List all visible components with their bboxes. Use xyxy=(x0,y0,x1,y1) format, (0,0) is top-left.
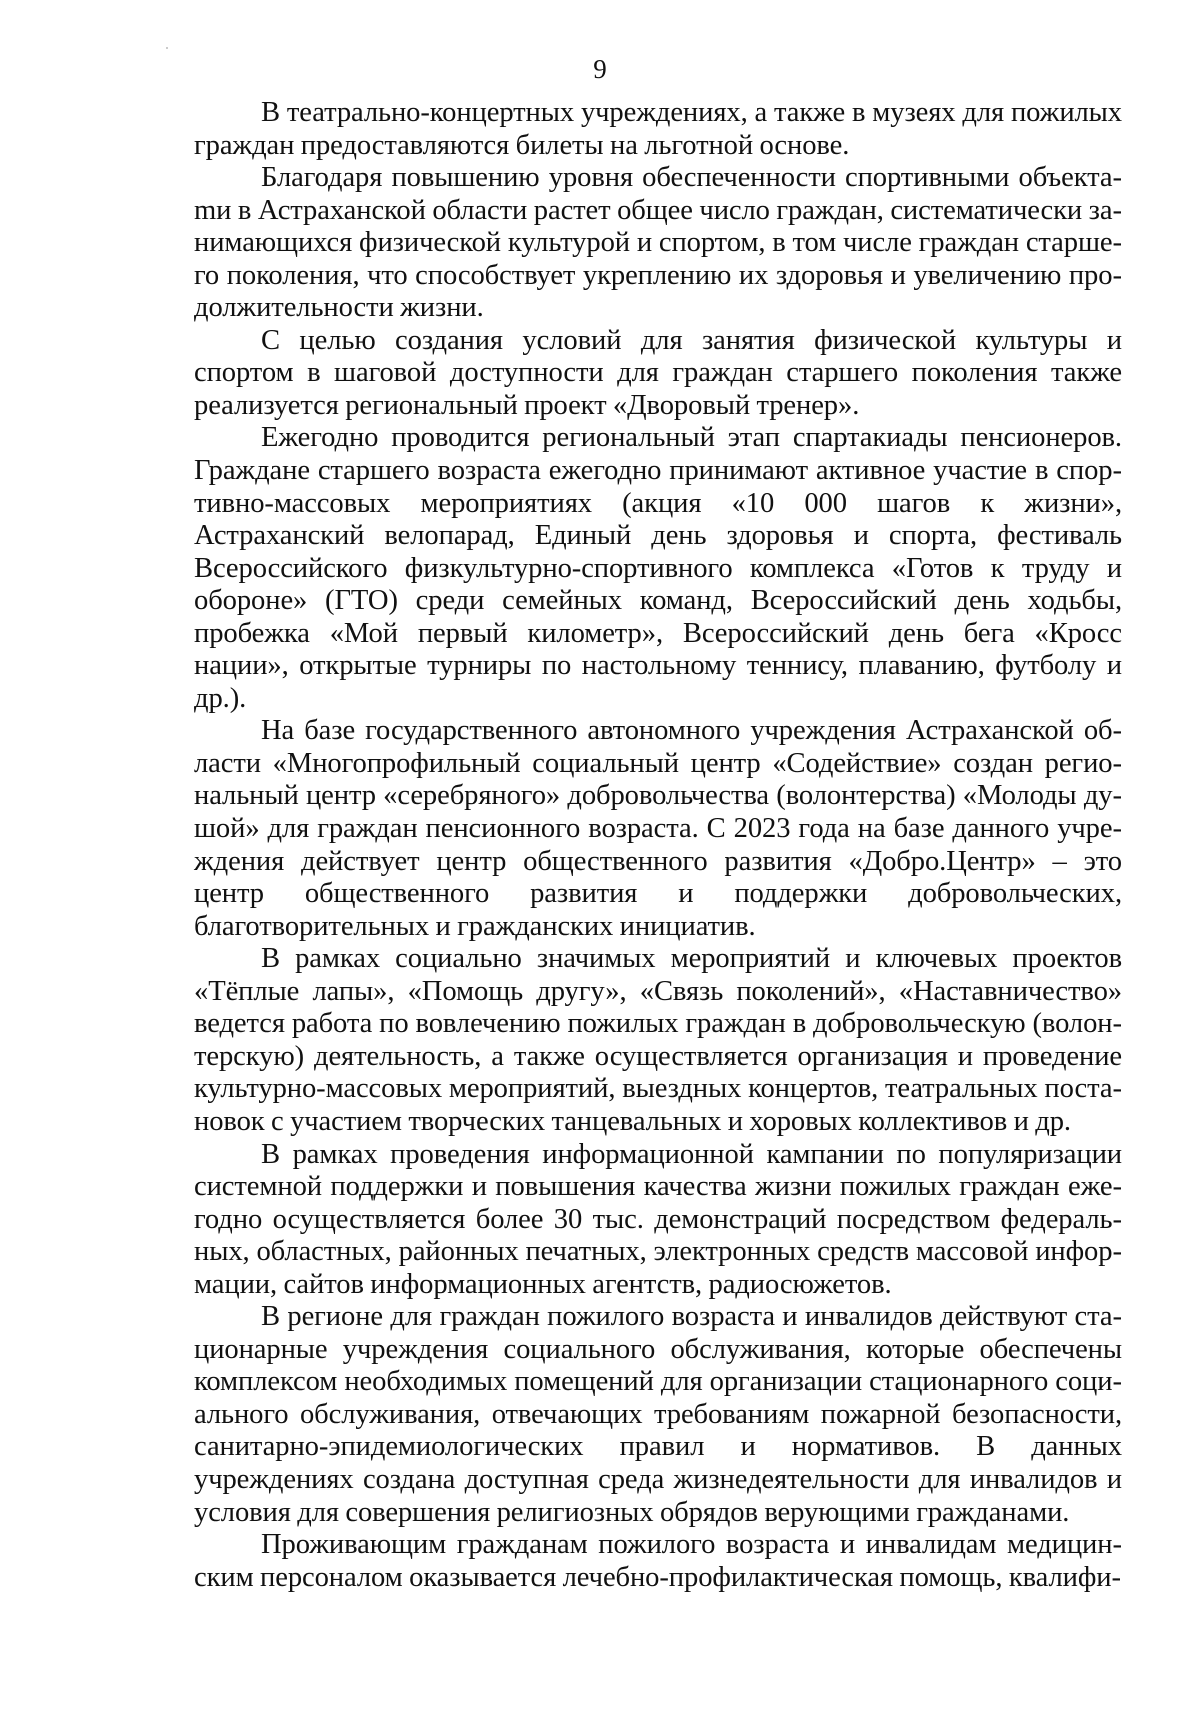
paragraph-social-projects: В рамках социально значимых мероприятий и ключевых проектов «Тёплые лапы», «Помощь другу», «Связь поколений», «Наставничество» ведется работа по вовлечению пожилых граждан в добровольческую (волонтерскую) деятельность, а также осуществляется организация и проведение культурно-массовых мероприятий, выездных концертов, театральных постановок с участием творческих танцевальных и хоровых коллективов и др. xyxy=(194,943,1122,1137)
paragraph-information-campaign: В рамках проведения информационной кампании по популяризации системной поддержки и повышения качества жизни пожилых граждан ежегодно осуществляется более 30 тыс. демонстраций посредством федеральных, областных, районных печатных, электронных средств массовой информации, сайтов информационных агентств, радиосюжетов. xyxy=(194,1138,1122,1300)
paragraph-inpatient-institutions: В регионе для граждан пожилого возраста и инвалидов действуют стационарные учреждения социального обслуживания, которые обеспечены комплексом необходимых помещений для организации стационарного социального обслуживания, отвечающих требованиям пожарной безопасности, санитарно-эпидемиологических правил и нормативов. В данных учреждениях создана доступная среда жизнедеятельности для инвалидов и условия для совершения религиозных обрядов верующими гражданами. xyxy=(194,1301,1122,1528)
paragraph-sports-facilities: Благодаря повышению уровня обеспеченности спортивными объектаmи в Астраханской области растет общее число граждан, систематически занимающихся физической культурой и спортом, в том числе граждан старшего поколения, что способствует укреплению их здоровья и увеличению продолжительности жизни. xyxy=(194,162,1122,324)
body-text xyxy=(194,97,1122,1594)
paragraph-yard-trainer: С целью создания условий для занятия физической культуры и спортом в шаговой доступности для граждан старшего поколения также реализуется региональный проект «Дворовый тренер». xyxy=(194,324,1122,421)
scan-speck xyxy=(166,47,168,49)
paragraph-spartakiad: Ежегодно проводится региональный этап спартакиады пенсионеров. Граждане старшего возраста ежегодно принимают активное участие в спортивно-массовых мероприятиях (акция «10 000 шагов к жизни», Астраханский велопарад, Единый день здоровья и спорта, фестиваль Всероссийского физкультурно-спортивного комплекса «Готов к труду и обороне» (ГТО) среди семейных команд, Всероссийский день ходьбы, пробежка «Мой первый километр», Всероссийский день бега «Кросс нации», открытые турниры по настольному теннису, плаванию, футболу и др.). xyxy=(194,422,1122,714)
paragraph-theatre-tickets: В театрально-концертных учреждениях, а также в музеях для пожилых граждан предоставляются билеты на льготной основе. xyxy=(194,97,1122,161)
paragraph-volunteer-center: На базе государственного автономного учреждения Астраханской области «Многопрофильный социальный центр «Содействие» создан региональный центр «серебряного» добровольчества (волонтерства) «Молоды душой» для граждан пенсионного возраста. С 2023 года на базе данного учреждения действует центр общественного развития «Добро.Центр» – это центр общественного развития и поддержки добровольческих, благотворительных и гражданских инициатив. xyxy=(194,715,1122,942)
page-number: 9 xyxy=(593,54,607,84)
paragraph-medical-care: Проживающим гражданам пожилого возраста и инвалидам медицинским персоналом оказывается лечебно-профилактическая помощь, квалифи- xyxy=(194,1529,1122,1593)
